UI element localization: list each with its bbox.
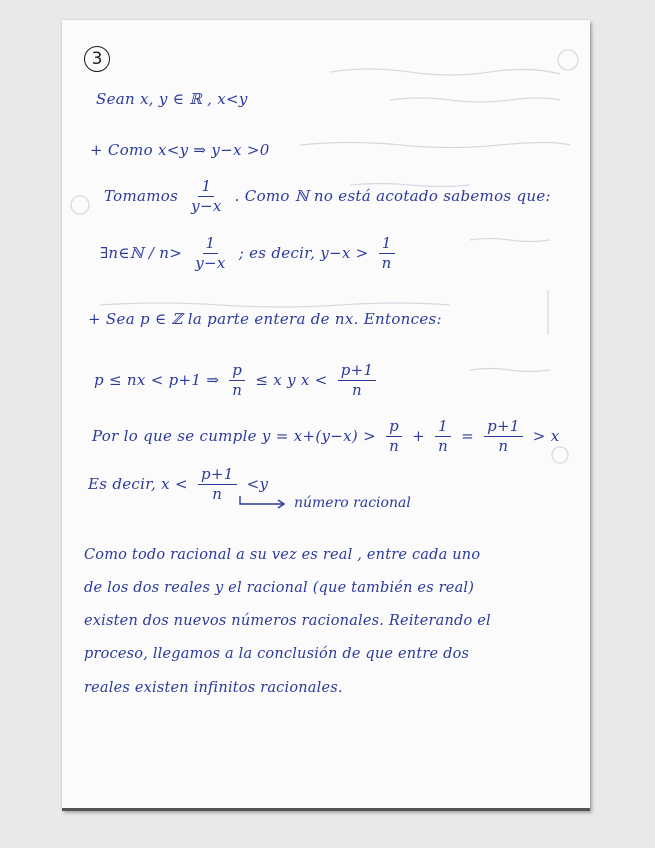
- bounds-text: ≤ x y x <: [255, 370, 328, 389]
- p-over-n-fraction: [229, 362, 245, 400]
- problem-number: 3: [91, 49, 103, 69]
- paragraph-line-3: existen dos nuevos números racionales. Reiterando el: [84, 613, 491, 629]
- fraction-denominator: n: [381, 254, 392, 273]
- fraction-denominator: n: [438, 437, 449, 456]
- line-floor-inequality: [94, 362, 381, 400]
- fraction-numerator: p+1: [198, 466, 237, 485]
- fraction-numerator: 1: [203, 235, 219, 254]
- line-y-greater: [92, 418, 559, 456]
- line-integer-part: + Sea p ∈ ℤ la parte entera de nx. Entonces:: [88, 310, 442, 328]
- rational-number-label: número racional: [294, 495, 411, 511]
- line-take-reciprocal: [104, 178, 551, 216]
- paragraph-line-1: Como todo racional a su vez es real , entre cada uno: [84, 547, 481, 563]
- line-difference-positive: + Como x<y ⇒ y−x >0: [90, 141, 270, 159]
- equals-sign: =: [461, 426, 474, 445]
- fraction-denominator: y−x: [191, 197, 222, 216]
- hook-arrow-icon: [238, 495, 288, 511]
- es-decir-text: Es decir, x <: [88, 474, 188, 493]
- paragraph-line-4: proceso, llegamos a la conclusión de que entre dos: [84, 646, 470, 662]
- exists-n-text: ∃n∈ℕ / n>: [100, 243, 183, 262]
- rational-fraction: [198, 466, 237, 504]
- fraction-numerator: p+1: [484, 418, 523, 437]
- y-decomposition-text: Por lo que se cumple y = x+(y−x) >: [92, 426, 376, 445]
- line-archimedean-n: [100, 235, 400, 273]
- fraction-numerator: p: [386, 418, 402, 437]
- fraction-denominator: n: [352, 381, 362, 400]
- p-over-n-fraction: [386, 418, 402, 456]
- page-bottom-edge: [62, 808, 590, 811]
- problem-number-circle: [84, 46, 110, 72]
- reciprocal-fraction: [188, 178, 224, 216]
- fraction-numerator: 1: [198, 178, 214, 197]
- fraction-denominator: n: [389, 437, 400, 456]
- fraction-denominator: n: [212, 485, 223, 504]
- take-label: Tomamos: [104, 186, 179, 205]
- paragraph-line-2: de los dos reales y el racional (que también es real): [84, 580, 475, 596]
- greater-than-x: > x: [532, 426, 560, 445]
- fraction-numerator: p+1: [338, 362, 377, 381]
- archimedean-text: . Como ℕ no está acotado sabemos que:: [234, 186, 551, 205]
- fraction-numerator: 1: [435, 418, 451, 437]
- fraction-numerator: p: [229, 362, 245, 381]
- n-bound-fraction: [192, 235, 228, 273]
- fraction-denominator: y−x: [195, 254, 226, 273]
- fraction-denominator: n: [498, 437, 509, 456]
- fraction-numerator: 1: [379, 235, 395, 254]
- that-is-text: ; es decir, y−x >: [238, 243, 369, 262]
- less-than-y: <y: [246, 474, 269, 493]
- floor-inequality-text: p ≤ nx < p+1 ⇒: [94, 370, 220, 389]
- one-over-n-fraction: [379, 235, 395, 273]
- paragraph-line-5: reales existen infinitos racionales.: [84, 680, 343, 696]
- p-plus-one-over-n-fraction: [338, 362, 377, 400]
- one-over-n-fraction: [435, 418, 451, 456]
- plus-sign: +: [412, 426, 425, 445]
- rational-annotation: [238, 495, 411, 511]
- line-given-variables: Sean x, y ∈ ℝ , x<y: [96, 90, 248, 108]
- fraction-denominator: n: [232, 381, 243, 400]
- p-plus-one-over-n-fraction: [484, 418, 523, 456]
